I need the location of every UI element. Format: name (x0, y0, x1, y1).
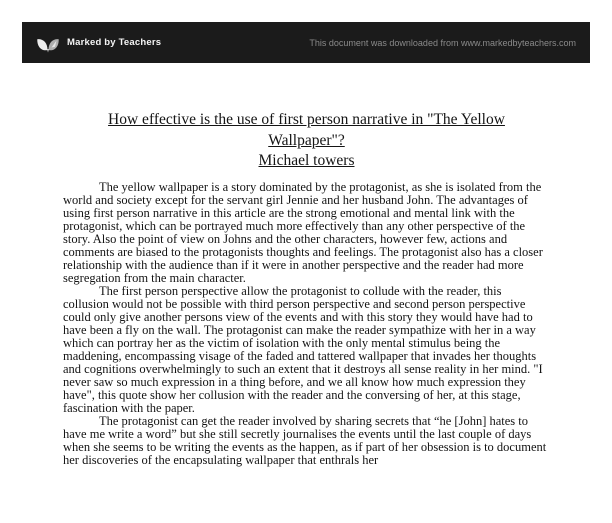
essay-paragraph-2: The first person perspective allow the protagonist to collude with the reader, this collusion would not be possible with third person perspective and second person perspective could only give another persons view of the events and with this story they would have had to have been a fly on the wall. The protagonist can make the reader sympathize with her in a way which can portray her as the victim of isolation with the only mental stimulus being the maddening, encompassing visage of the faded and tattered wallpaper that invades her thoughts and cognitions overwhelmingly to such an extent that it destroys all sense reality in her mind. "I never saw so much expression in a thing before, and we all know how much expression they have", this quote show her collusion with the reader and the conversing of her, at this stage, fascination with the paper. (63, 283, 543, 416)
essay-title-line-1: How effective is the use of first person narrative in "The Yellow (108, 111, 505, 128)
essay-document (63, 110, 550, 468)
butterfly-logo-icon (36, 33, 60, 53)
download-notice: This document was downloaded from www.markedbyteachers.com (309, 37, 576, 48)
essay-paragraph-3: The protagonist can get the reader involved by sharing secrets that “he [John] hates to have me write a word” but she still secretly journalises the events until the last couple of days when she seems to be writing the events as the happen, as if part of her obsession is to document her discoveries of the encapsulating wallpaper that enthrals her (63, 414, 547, 468)
brand-name: Marked by Teachers (67, 37, 162, 48)
markedbyteachers-banner (22, 22, 590, 63)
essay-title-block (63, 110, 550, 172)
essay-title-line-2: Wallpaper"? (268, 131, 345, 149)
essay-author: Michael towers (258, 152, 355, 169)
essay-body (63, 181, 550, 468)
essay-paragraph-1: The yellow wallpaper is a story dominated by the protagonist, as she is isolated from the world and society except for the servant girl Jennie and her husband John. The advantages of using first person narrative in this article are the strong emotional and mental link with the protagonist, which can be portrayed much more effectively than any other perspective of the story. Also the point of view on Johns and the other characters, however few, actions and comments are biased to the protagonists thoughts and feelings. The protagonist also has a closer relationship with the audience than if it were in another perspective and the reader had more segregation from the main character. (63, 179, 543, 285)
brand (36, 33, 161, 53)
